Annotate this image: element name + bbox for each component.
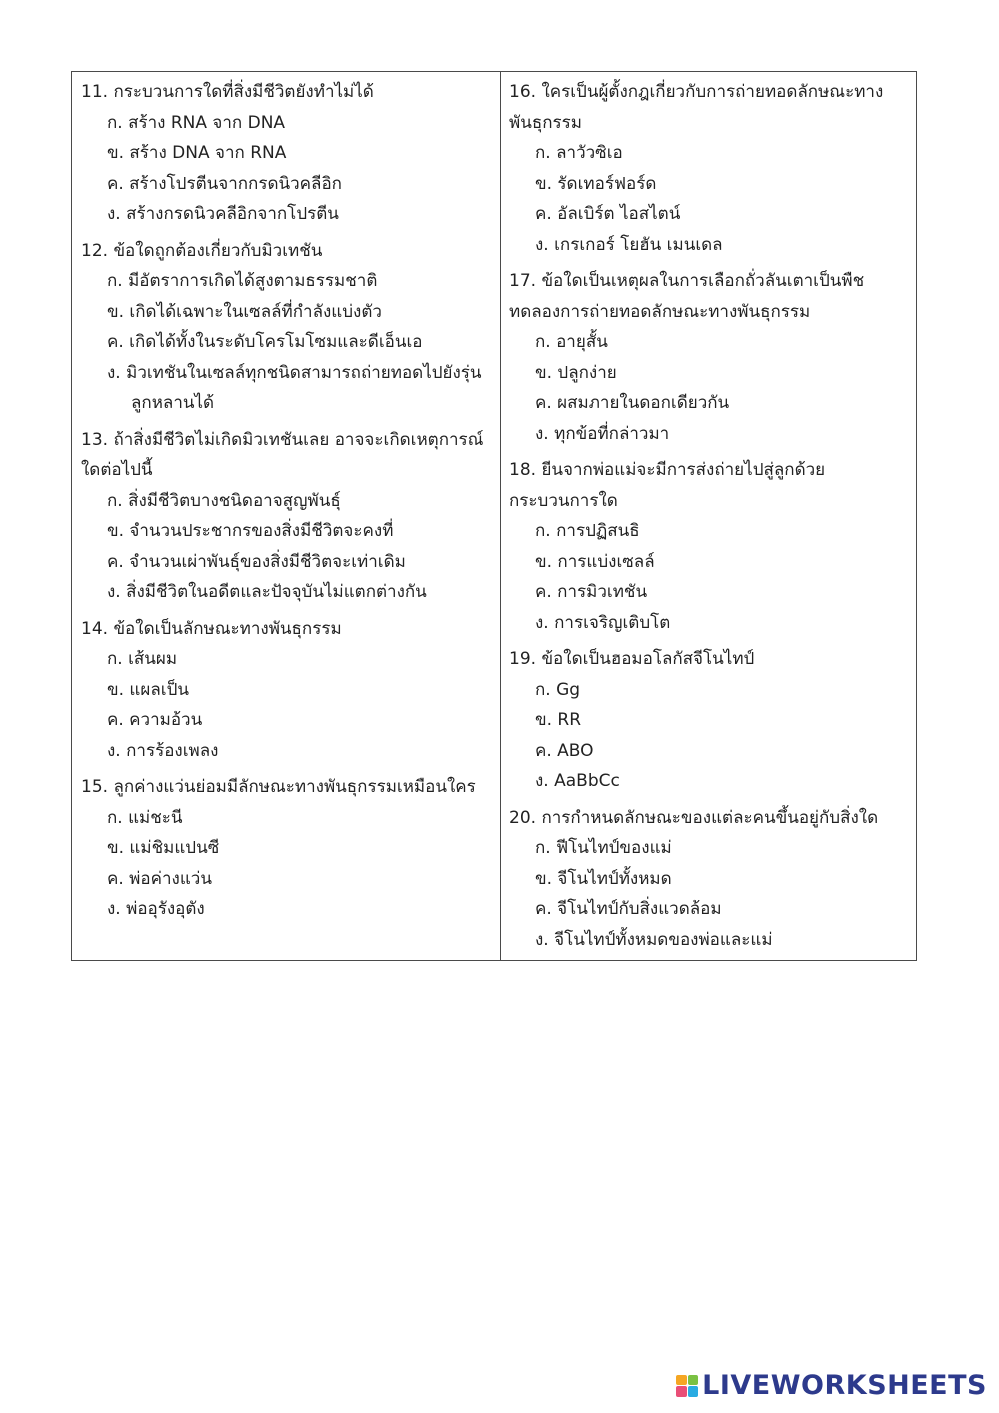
question-text: 14. ข้อใดเป็นลักษณะทางพันธุกรรม [81, 618, 342, 639]
option-a: ก. อายุสั้น [535, 332, 608, 352]
question-15 [81, 772, 493, 925]
question-19 [509, 644, 911, 797]
question-text: 16. ใครเป็นผู้ตั้งกฎเกี่ยวกับการถ่ายทอดลักษณะทางพันธุกรรม [509, 82, 884, 133]
option-c: ค. จำนวนเผ่าพันธุ์ของสิ่งมีชีวิตจะเท่าเดิม [107, 551, 406, 572]
question-17 [509, 266, 911, 449]
question-text: 17. ข้อใดเป็นเหตุผลในการเลือกถั่วลันเตาเป็นพืชทดลองการถ่ายทอดลักษณะทางพันธุกรรม [509, 271, 865, 322]
question-text: 18. ยีนจากพ่อแม่จะมีการส่งถ่ายไปสู่ลูกด้วยกระบวนการใด [509, 460, 826, 511]
option-d: ง. พ่ออุรังอุตัง [107, 899, 205, 919]
option-c: ค. ความอ้วน [107, 710, 203, 730]
option-c: ค. เกิดได้ทั้งในระดับโครโมโซมและดีเอ็นเอ [107, 332, 423, 352]
brand-text: LIVEWORKSHEETS [702, 1370, 987, 1401]
option-a: ก. แม่ชะนี [107, 807, 183, 828]
question-text: 12. ข้อใดถูกต้องเกี่ยวกับมิวเทชัน [81, 240, 323, 261]
option-d: ง. การเจริญเติบโต [535, 612, 671, 633]
column-divider [500, 72, 501, 960]
option-a: ก. Gg [535, 679, 581, 700]
logo-square-4 [688, 1386, 699, 1397]
option-a: ก. สิ่งมีชีวิตบางชนิดอาจสูญพันธุ์ [107, 490, 341, 511]
question-text: 15. ลูกค่างแว่นย่อมมีลักษณะทางพันธุกรรมเหมือนใคร [81, 777, 476, 797]
question-14 [81, 614, 493, 767]
left-column [81, 77, 493, 931]
liveworksheets-logo-icon [676, 1375, 698, 1397]
option-d: ง. สร้างกรดนิวคลีอิกจากโปรตีน [107, 204, 339, 224]
quiz-table [71, 71, 917, 961]
logo-square-2 [688, 1375, 699, 1386]
option-d: ง. การร้องเพลง [107, 740, 219, 761]
option-d: ง. ทุกข้อที่กล่าวมา [535, 423, 670, 444]
option-b: ข. จำนวนประชากรของสิ่งมีชีวิตจะคงที่ [107, 521, 394, 541]
option-b: ข. สร้าง DNA จาก RNA [107, 143, 287, 163]
option-d: ง. AaBbCc [535, 771, 620, 791]
option-d: ง. สิ่งมีชีวิตในอดีตและปัจจุบันไม่แตกต่างกัน [107, 582, 427, 602]
option-b: ข. ปลูกง่าย [535, 362, 617, 383]
question-13 [81, 425, 493, 608]
option-a: ก. สร้าง RNA จาก DNA [107, 112, 286, 133]
option-a: ก. ฟีโนไทป์ของแม่ [535, 838, 672, 858]
question-text: 13. ถ้าสิ่งมีชีวิตไม่เกิดมิวเทชันเลย อาจจะเกิดเหตุการณ์ใดต่อไปนี้ [81, 429, 484, 480]
option-a: ก. มีอัตราการเกิดได้สูงตามธรรมชาติ [107, 271, 378, 291]
option-d: ง. เกรเกอร์ โยฮัน เมนเดล [535, 234, 723, 255]
option-d: ง. มิวเทชันในเซลล์ทุกชนิดสามารถถ่ายทอดไปยังรุ่นลูกหลานได้ [107, 362, 482, 413]
option-a: ก. เส้นผม [107, 649, 178, 669]
question-text: 20. การกำหนดลักษณะของแต่ละคนขึ้นอยู่กับสิ่งใด [509, 807, 879, 828]
option-c: ค. พ่อค่างแว่น [107, 868, 212, 889]
question-text: 19. ข้อใดเป็นฮอมอโลกัสจีโนไทป์ [509, 649, 755, 669]
question-16 [509, 77, 911, 260]
option-b: ข. RR [535, 710, 582, 730]
option-b: ข. เกิดได้เฉพาะในเซลล์ที่กำลังแบ่งตัว [107, 301, 382, 322]
logo-square-1 [676, 1375, 687, 1386]
option-c: ค. สร้างโปรตีนจากกรดนิวคลีอิก [107, 173, 342, 194]
question-12 [81, 236, 493, 419]
right-column [509, 77, 911, 961]
option-a: ก. ลาวัวซิเอ [535, 143, 623, 163]
question-20 [509, 803, 911, 956]
option-b: ข. รัดเทอร์ฟอร์ด [535, 173, 657, 194]
option-c: ค. ผสมภายในดอกเดียวกัน [535, 393, 730, 413]
option-d: ง. จีโนไทป์ทั้งหมดของพ่อและแม่ [535, 929, 773, 950]
option-b: ข. การแบ่งเซลล์ [535, 551, 655, 572]
liveworksheets-brand[interactable] [676, 1370, 987, 1401]
option-a: ก. การปฏิสนธิ [535, 521, 640, 541]
option-c: ค. อัลเบิร์ต ไอสไตน์ [535, 204, 681, 224]
question-18 [509, 455, 911, 638]
logo-square-3 [676, 1386, 687, 1397]
option-b: ข. แผลเป็น [107, 679, 189, 700]
option-c: ค. ABO [535, 740, 594, 761]
option-c: ค. การมิวเทชัน [535, 582, 648, 602]
question-text: 11. กระบวนการใดที่สิ่งมีชีวิตยังทำไม่ได้ [81, 82, 374, 102]
question-11 [81, 77, 493, 230]
option-c: ค. จีโนไทป์กับสิ่งแวดล้อม [535, 899, 722, 919]
option-b: ข. จีโนไทป์ทั้งหมด [535, 868, 672, 889]
option-b: ข. แม่ชิมแปนซี [107, 838, 220, 858]
